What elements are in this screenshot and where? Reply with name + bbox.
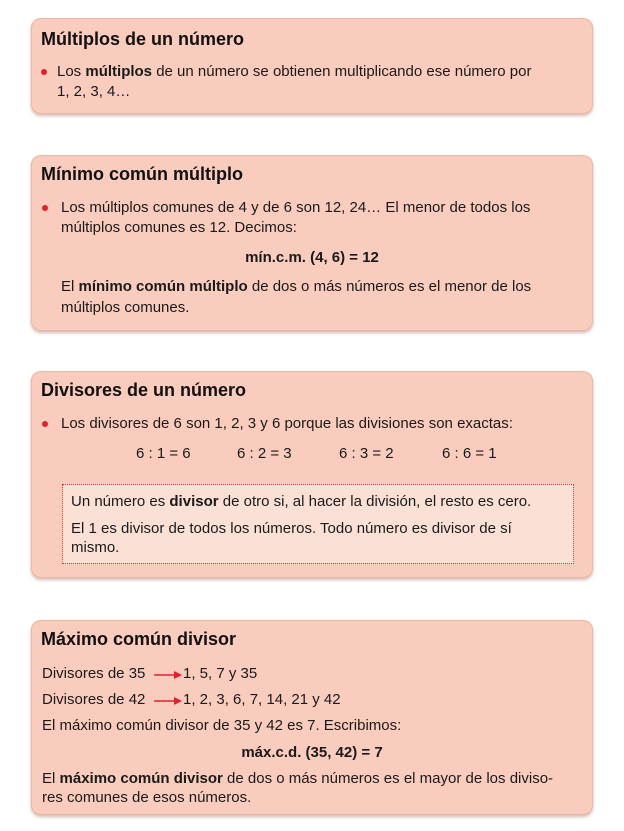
- lcm-def-post: de dos o más números es el menor de los: [247, 278, 532, 295]
- divisor-definition-box: [62, 484, 574, 564]
- multiples-def-post: de un número se obtienen multiplicando ese número por: [152, 63, 532, 80]
- lcm-card: [31, 155, 593, 331]
- arrow-right-icon: [154, 696, 182, 706]
- note-line1-post: de otro si, al hacer la división, el resto es cero.: [218, 493, 532, 510]
- lcm-def-line2: múltiplos comunes.: [61, 299, 190, 316]
- lcm-formula-text: mín.c.m. (4, 6) = 12: [245, 249, 379, 266]
- division-3: 6 : 3 = 2: [339, 445, 394, 462]
- lcm-def-bold: mínimo común múltiplo: [78, 278, 248, 295]
- gcd-title: Máximo común divisor: [41, 629, 237, 649]
- gcd-row1-label: Divisores de 35: [42, 665, 146, 682]
- note-line3: mismo.: [71, 539, 120, 556]
- gcd-card: [31, 620, 593, 815]
- bullet-icon: [42, 421, 48, 427]
- note-line1-pre: Un número es: [71, 493, 170, 510]
- divisors-title: Divisores de un número: [41, 380, 247, 400]
- multiples-definition: [57, 62, 531, 82]
- gcd-def-pre: El: [42, 770, 60, 787]
- lcm-bullet-line1: Los múltiplos comunes de 4 y de 6 son 12, 24… El menor de todos los: [61, 199, 531, 216]
- multiples-def-bold: múltiplos: [85, 63, 153, 80]
- gcd-def-line2: res comunes de esos números.: [42, 789, 252, 806]
- gcd-row2-values: 1, 2, 3, 6, 7, 14, 21 y 42: [183, 691, 341, 708]
- bullet-icon: [41, 69, 47, 75]
- multiples-def-line2: 1, 2, 3, 4…: [57, 83, 131, 100]
- bullet-icon: [42, 205, 48, 211]
- divisors-bullet: Los divisores de 6 son 1, 2, 3 y 6 porque las divisiones son exactas:: [61, 415, 513, 432]
- multiples-card: [31, 18, 593, 114]
- lcm-def-pre: El: [61, 278, 79, 295]
- division-4: 6 : 6 = 1: [442, 445, 497, 462]
- note-line1-bold: divisor: [169, 493, 219, 510]
- gcd-def-bold: máximo común divisor: [59, 770, 223, 787]
- multiples-title: Múltiplos de un número: [41, 29, 244, 49]
- division-2: 6 : 2 = 3: [237, 445, 292, 462]
- gcd-row1-values: 1, 5, 7 y 35: [183, 665, 258, 682]
- arrow-right-icon: [154, 670, 182, 680]
- multiples-def-pre: Los: [57, 63, 86, 80]
- lcm-bullet-line2: múltiplos comunes es 12. Decimos:: [61, 219, 297, 236]
- note-line1: [71, 492, 531, 512]
- gcd-row2-label: Divisores de 42: [42, 691, 146, 708]
- lcm-title: Mínimo común múltiplo: [41, 164, 243, 184]
- gcd-definition: [42, 769, 553, 789]
- gcd-def-post: de dos o más números es el mayor de los diviso-: [222, 770, 554, 787]
- divisors-card: [31, 371, 593, 578]
- lcm-formula: [31, 248, 593, 268]
- gcd-formula: [31, 743, 593, 763]
- division-1: 6 : 1 = 6: [136, 445, 191, 462]
- note-line2: El 1 es divisor de todos los números. Todo número es divisor de sí: [71, 520, 512, 537]
- gcd-formula-text: máx.c.d. (35, 42) = 7: [241, 744, 383, 761]
- lcm-definition: [61, 277, 531, 297]
- gcd-statement: El máximo común divisor de 35 y 42 es 7. Escribimos:: [42, 717, 402, 734]
